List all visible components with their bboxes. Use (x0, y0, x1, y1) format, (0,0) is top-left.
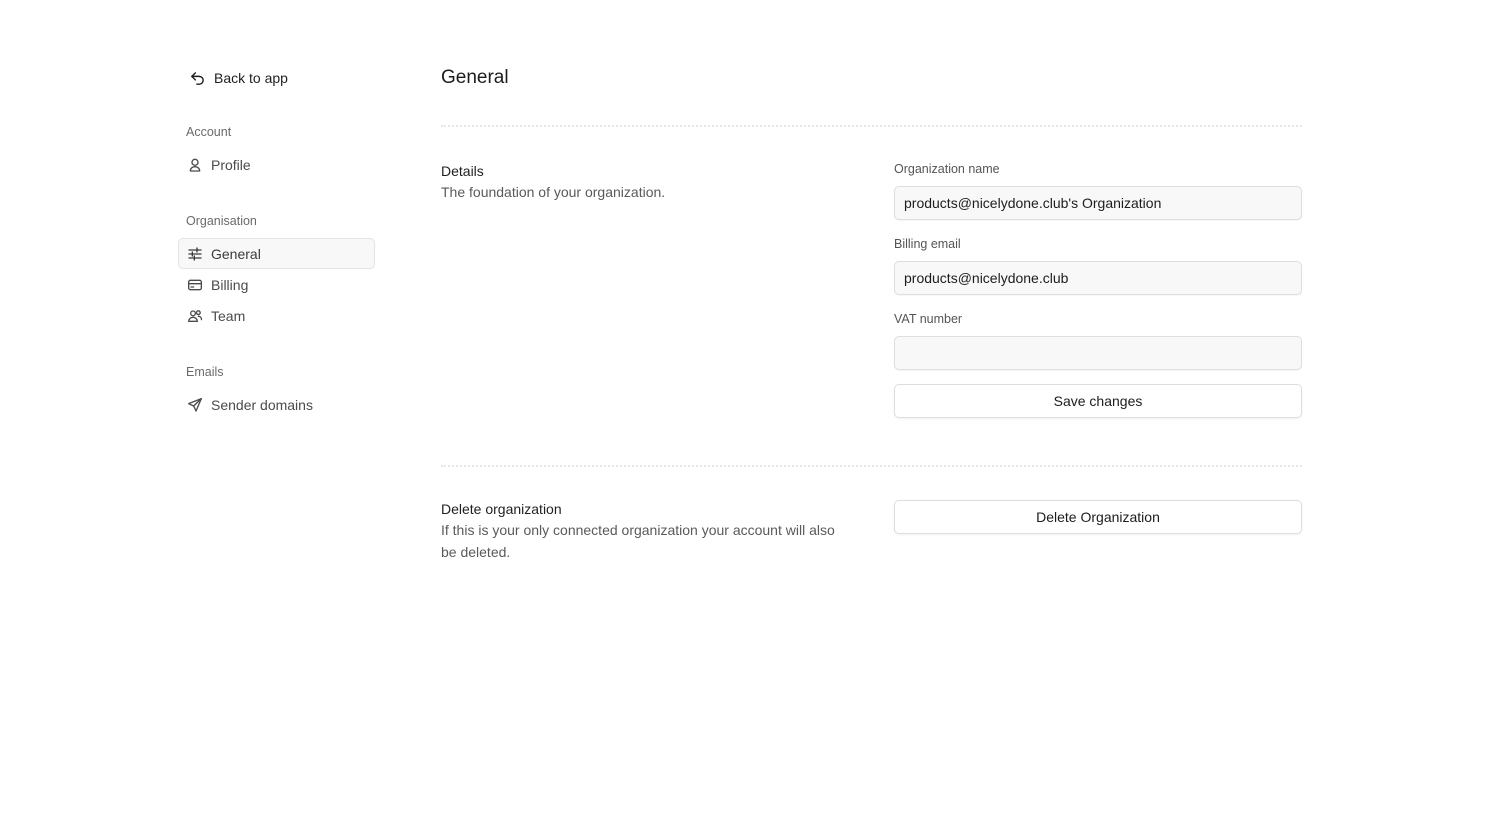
nav-section-label: Account (186, 125, 232, 139)
sliders-icon (187, 246, 203, 262)
sidebar-item-label: Team (211, 307, 246, 324)
sidebar-item-general[interactable] (178, 238, 375, 269)
vat-number-label: VAT number (894, 312, 963, 326)
nav-section-account (178, 125, 375, 180)
nav-section-label: Organisation (186, 214, 257, 228)
sidebar-item-profile[interactable] (178, 149, 375, 180)
back-to-app-label: Back to app (214, 70, 288, 86)
details-form (894, 161, 1302, 418)
sidebar-item-label: Profile (211, 156, 251, 173)
billing-email-input[interactable] (894, 261, 1302, 295)
vat-number-input[interactable] (894, 336, 1302, 370)
nav-section-label: Emails (186, 365, 224, 379)
sidebar-item-label: Billing (211, 276, 249, 293)
send-icon (187, 397, 203, 413)
page-title: General (441, 67, 509, 88)
organization-name-input[interactable] (894, 186, 1302, 220)
billing-email-label: Billing email (894, 237, 961, 251)
sidebar-item-sender-domains[interactable] (178, 389, 375, 420)
nav-section-organisation (178, 214, 375, 331)
sidebar-item-billing[interactable] (178, 269, 375, 300)
settings-main (441, 62, 1302, 563)
credit-card-icon (187, 277, 203, 293)
details-title: Details (441, 163, 484, 179)
save-changes-button[interactable]: Save changes (894, 384, 1302, 418)
sidebar-item-label: General (211, 245, 261, 262)
details-description: The foundation of your organization. (441, 184, 666, 200)
organization-name-label: Organization name (894, 162, 1000, 176)
delete-organization-section (441, 499, 1302, 563)
sidebar-item-team[interactable] (178, 300, 375, 331)
section-divider (441, 465, 1302, 467)
delete-organization-button[interactable]: Delete Organization (894, 500, 1302, 534)
sidebar-item-label: Sender domains (211, 396, 313, 413)
details-section (441, 161, 1302, 418)
section-divider (441, 125, 1302, 127)
undo-arrow-icon (188, 69, 206, 87)
delete-organization-title: Delete organization (441, 501, 562, 517)
user-icon (187, 157, 203, 173)
settings-sidebar (178, 62, 375, 420)
delete-organization-description: If this is your only connected organization your account will also be deleted. (441, 522, 835, 560)
users-icon (187, 308, 203, 324)
nav-section-emails (178, 365, 375, 420)
back-to-app-link[interactable] (178, 62, 375, 94)
